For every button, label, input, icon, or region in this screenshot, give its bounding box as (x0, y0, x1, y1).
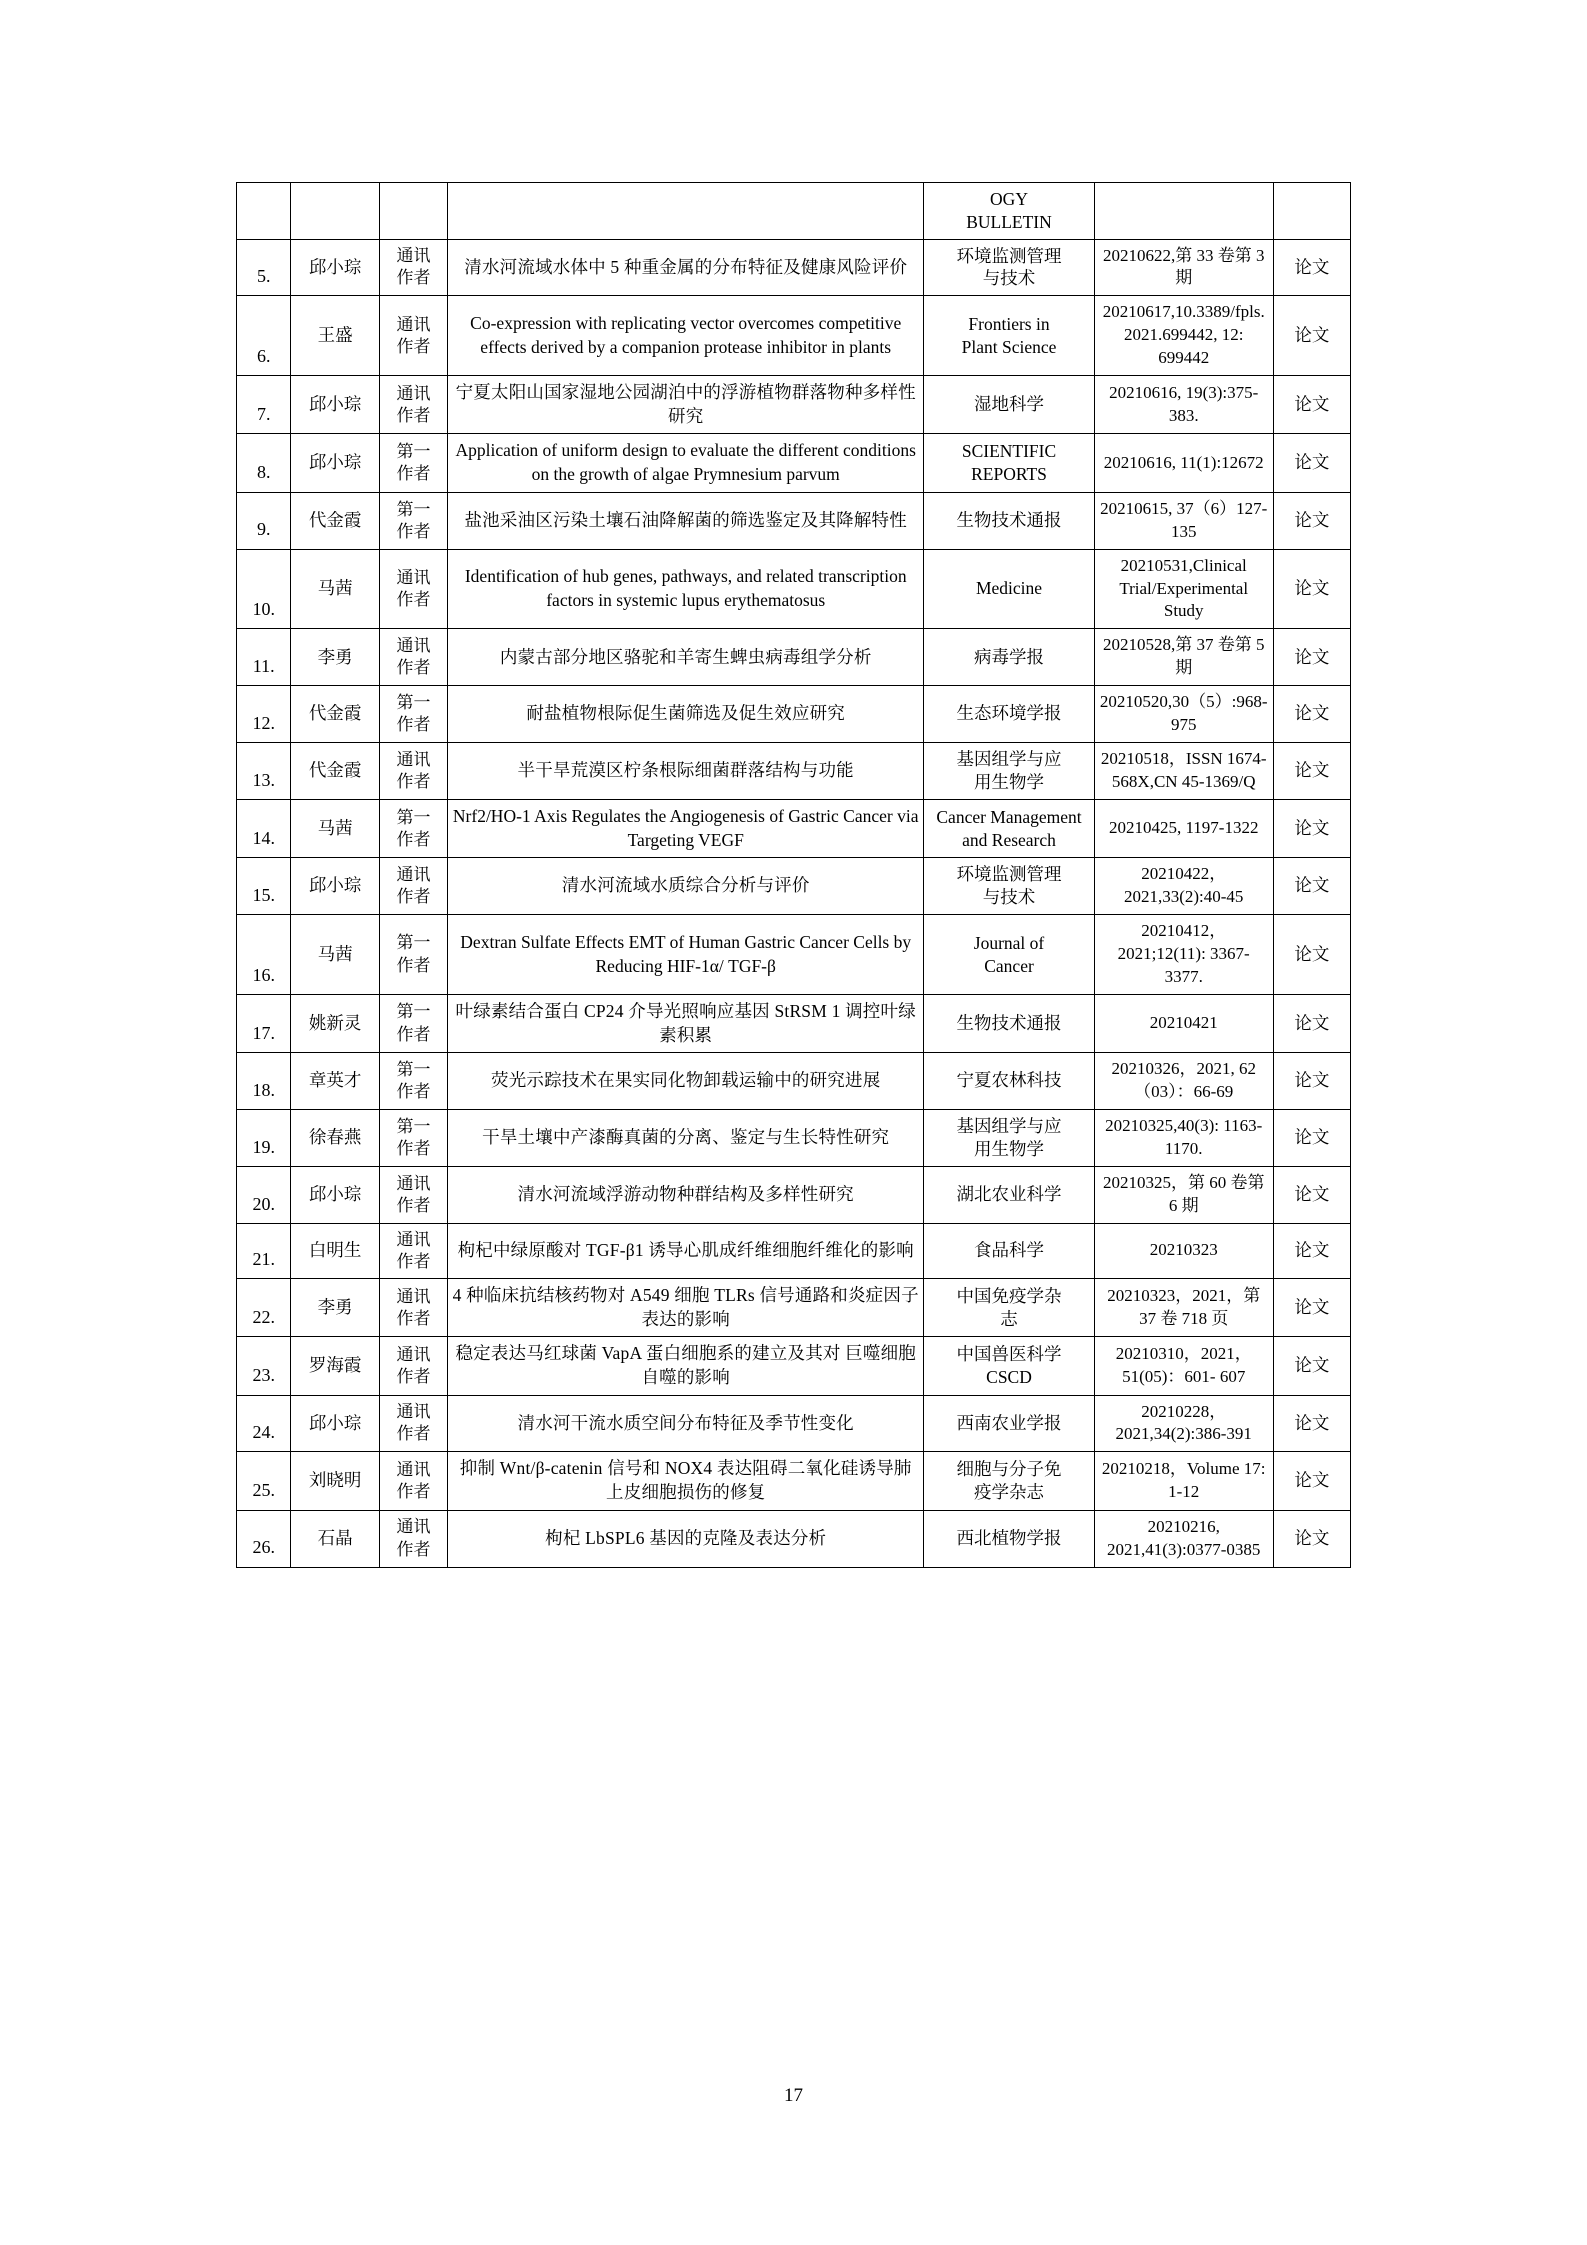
cell-number (237, 183, 291, 240)
cell-title: 耐盐植物根际促生菌筛选及促生效应研究 (447, 686, 923, 743)
cell-type: 论文 (1273, 994, 1350, 1052)
table-row (237, 1053, 1351, 1110)
role-line-1: 第一 (396, 499, 431, 519)
journal-line-1: 基因组学与应 (956, 1116, 1062, 1137)
cell-author: 邱小琮 (291, 1166, 379, 1223)
table-row (237, 743, 1351, 800)
role-line-1: 通讯 (396, 567, 431, 587)
table-row (237, 376, 1351, 434)
cell-role (379, 1110, 447, 1167)
cell-publication-info: 20210518，ISSN 1674-568X,CN 45-1369/Q (1094, 743, 1273, 800)
journal-line-1: 环境监测管理 (956, 864, 1062, 885)
cell-role (379, 994, 447, 1052)
role-line-2: 作者 (396, 1251, 431, 1271)
table-row (237, 492, 1351, 549)
cell-title: 4 种临床抗结核药物对 A549 细胞 TLRs 信号通路和炎症因子表达的影响 (447, 1279, 923, 1337)
cell-type: 论文 (1273, 1452, 1350, 1510)
cell-type: 论文 (1273, 1110, 1350, 1167)
cell-title: 清水河干流水质空间分布特征及季节性变化 (447, 1395, 923, 1452)
journal-line-2: REPORTS (971, 464, 1047, 485)
role-line-1: 通讯 (396, 246, 431, 266)
cell-number: 11. (237, 629, 291, 686)
cell-title: 宁夏太阳山国家湿地公园湖泊中的浮游植物群落物种多样性研究 (447, 376, 923, 434)
cell-journal: 生物技术通报 (924, 994, 1094, 1052)
role-line-2: 作者 (396, 1195, 431, 1215)
cell-publication-info: 20210616, 19(3):375-383. (1094, 376, 1273, 434)
cell-role (379, 915, 447, 995)
cell-journal (924, 1337, 1094, 1395)
cell-type: 论文 (1273, 1166, 1350, 1223)
cell-number: 5. (237, 239, 291, 296)
cell-role (379, 743, 447, 800)
role-line-1: 通讯 (396, 1517, 431, 1537)
cell-journal: 湿地科学 (924, 376, 1094, 434)
cell-author: 马茜 (291, 800, 379, 858)
cell-role (379, 492, 447, 549)
publications-table (236, 182, 1351, 1568)
role-line-1: 通讯 (396, 1286, 431, 1306)
role-line-2: 作者 (396, 464, 431, 484)
cell-publication-info: 20210422，2021,33(2):40-45 (1094, 858, 1273, 915)
cell-author: 邱小琮 (291, 858, 379, 915)
cell-type: 论文 (1273, 800, 1350, 858)
cell-author: 罗海霞 (291, 1337, 379, 1395)
cell-author: 代金霞 (291, 743, 379, 800)
table-row (237, 1337, 1351, 1395)
cell-journal: 病毒学报 (924, 629, 1094, 686)
cell-journal: Medicine (924, 549, 1094, 629)
cell-author (291, 183, 379, 240)
journal-line-1: 环境监测管理 (956, 245, 1062, 266)
role-line-1: 第一 (396, 1002, 431, 1022)
cell-title: 内蒙古部分地区骆驼和羊寄生蜱虫病毒组学分析 (447, 629, 923, 686)
table-row (237, 686, 1351, 743)
table-row (237, 1510, 1351, 1567)
journal-line-2: 用生物学 (974, 772, 1045, 793)
cell-publication-info: 20210617,10.3389/fpls.2021.699442, 12: 699442 (1094, 296, 1273, 376)
cell-number: 7. (237, 376, 291, 434)
cell-role (379, 1452, 447, 1510)
cell-number: 16. (237, 915, 291, 995)
journal-line-2: Plant Science (961, 336, 1057, 357)
role-line-2: 作者 (396, 405, 431, 425)
cell-number: 23. (237, 1337, 291, 1395)
cell-title: 清水河流域水质综合分析与评价 (447, 858, 923, 915)
journal-line-1: Frontiers in (968, 314, 1050, 335)
table-row (237, 434, 1351, 492)
cell-title: 叶绿素结合蛋白 CP24 介导光照响应基因 StRSM 1 调控叶绿素积累 (447, 994, 923, 1052)
cell-author: 石晶 (291, 1510, 379, 1567)
cell-author: 邱小琮 (291, 1395, 379, 1452)
journal-line-1: Cancer Management (936, 806, 1082, 827)
journal-line-2: and Research (962, 829, 1056, 850)
cell-title: Application of uniform design to evaluate the different conditions on the growth of algae Prymnesium parvum (447, 434, 923, 492)
cell-role (379, 376, 447, 434)
role-line-1: 通讯 (396, 314, 431, 334)
cell-publication-info: 20210616, 11(1):12672 (1094, 434, 1273, 492)
role-line-2: 作者 (396, 715, 431, 735)
cell-author: 代金霞 (291, 686, 379, 743)
cell-title: 抑制 Wnt/β-catenin 信号和 NOX4 表达阻碍二氧化硅诱导肺上皮细胞损伤的修复 (447, 1452, 923, 1510)
cell-role (379, 686, 447, 743)
role-line-2: 作者 (396, 336, 431, 356)
role-line-2: 作者 (396, 1082, 431, 1102)
cell-number: 25. (237, 1452, 291, 1510)
cell-publication-info: 20210520,30（5）:968-975 (1094, 686, 1273, 743)
table-row (237, 1223, 1351, 1278)
cell-publication-info: 20210425, 1197-1322 (1094, 800, 1273, 858)
role-line-2: 作者 (396, 268, 431, 288)
cell-type: 论文 (1273, 549, 1350, 629)
role-line-1: 第一 (396, 807, 431, 827)
cell-role (379, 183, 447, 240)
role-line-1: 第一 (396, 1060, 431, 1080)
journal-line-2: Cancer (984, 955, 1034, 976)
cell-role (379, 549, 447, 629)
journal-line-1: 中国兽医科学 (956, 1344, 1062, 1365)
table-row (237, 1110, 1351, 1167)
cell-type: 论文 (1273, 629, 1350, 686)
cell-role (379, 296, 447, 376)
table-row (237, 1166, 1351, 1223)
cell-title: 稳定表达马红球菌 VapA 蛋白细胞系的建立及其对 巨噬细胞自噬的影响 (447, 1337, 923, 1395)
role-line-2: 作者 (396, 1424, 431, 1444)
cell-number: 14. (237, 800, 291, 858)
cell-title: Identification of hub genes, pathways, and related transcription factors in systemic lupus erythematosus (447, 549, 923, 629)
journal-line-2: 用生物学 (974, 1139, 1045, 1159)
cell-number: 22. (237, 1279, 291, 1337)
cell-author: 刘晓明 (291, 1452, 379, 1510)
cell-number: 24. (237, 1395, 291, 1452)
cell-author: 徐春燕 (291, 1110, 379, 1167)
role-line-1: 通讯 (396, 1402, 431, 1422)
page-number: 17 (784, 2085, 803, 2106)
cell-publication-info: 20210325，第 60 卷第 6 期 (1094, 1166, 1273, 1223)
cell-journal (924, 743, 1094, 800)
role-line-2: 作者 (396, 658, 431, 678)
cell-publication-info: 20210310，2021，51(05)：601- 607 (1094, 1337, 1273, 1395)
cell-number: 18. (237, 1053, 291, 1110)
cell-role (379, 1395, 447, 1452)
role-line-2: 作者 (396, 1539, 431, 1559)
cell-title: 干旱土壤中产漆酶真菌的分离、鉴定与生长特性研究 (447, 1110, 923, 1167)
cell-publication-info (1094, 183, 1273, 240)
cell-number: 15. (237, 858, 291, 915)
cell-title: 盐池采油区污染土壤石油降解菌的筛选鉴定及其降解特性 (447, 492, 923, 549)
table-row (237, 296, 1351, 376)
cell-publication-info: 20210615, 37（6）127-135 (1094, 492, 1273, 549)
role-line-1: 第一 (396, 441, 431, 461)
cell-journal: 西北植物学报 (924, 1510, 1094, 1567)
cell-publication-info: 20210325,40(3): 1163-1170. (1094, 1110, 1273, 1167)
cell-type: 论文 (1273, 1053, 1350, 1110)
cell-number: 21. (237, 1223, 291, 1278)
table-row (237, 1452, 1351, 1510)
cell-author: 邱小琮 (291, 239, 379, 296)
role-line-2: 作者 (396, 829, 431, 849)
cell-journal (924, 1452, 1094, 1510)
cell-publication-info: 20210216, 2021,41(3):0377-0385 (1094, 1510, 1273, 1567)
cell-author: 马茜 (291, 549, 379, 629)
table-row (237, 994, 1351, 1052)
role-line-1: 第一 (396, 1116, 431, 1136)
role-line-2: 作者 (396, 1024, 431, 1044)
cell-publication-info: 20210622,第 33 卷第 3 期 (1094, 239, 1273, 296)
role-line-1: 通讯 (396, 636, 431, 656)
table-row (237, 915, 1351, 995)
cell-journal: 西南农业学报 (924, 1395, 1094, 1452)
role-line-2: 作者 (396, 955, 431, 975)
cell-author: 邱小琮 (291, 376, 379, 434)
role-line-1: 通讯 (396, 1459, 431, 1479)
role-line-1: 第一 (396, 693, 431, 713)
cell-role (379, 1337, 447, 1395)
cell-title: 枸杞 LbSPL6 基因的克隆及表达分析 (447, 1510, 923, 1567)
cell-journal: 食品科学 (924, 1223, 1094, 1278)
cell-number: 26. (237, 1510, 291, 1567)
role-line-2: 作者 (396, 887, 431, 907)
cell-journal (924, 800, 1094, 858)
cell-role (379, 1223, 447, 1278)
journal-line-1: 中国免疫学杂 (956, 1285, 1062, 1306)
cell-number: 10. (237, 549, 291, 629)
cell-publication-info: 20210421 (1094, 994, 1273, 1052)
cell-journal (924, 183, 1094, 240)
journal-line-1: 基因组学与应 (956, 749, 1062, 770)
role-line-2: 作者 (396, 772, 431, 792)
cell-author: 姚新灵 (291, 994, 379, 1052)
cell-number: 12. (237, 686, 291, 743)
table-row-partial-top (237, 183, 1351, 240)
cell-journal (924, 1110, 1094, 1167)
role-line-1: 第一 (396, 933, 431, 953)
cell-role (379, 1510, 447, 1567)
cell-title: 清水河流域水体中 5 种重金属的分布特征及健康风险评价 (447, 239, 923, 296)
cell-publication-info: 20210326，2021, 62（03）：66-69 (1094, 1053, 1273, 1110)
cell-role (379, 239, 447, 296)
table-row (237, 800, 1351, 858)
role-line-1: 通讯 (396, 383, 431, 403)
cell-type: 论文 (1273, 1279, 1350, 1337)
cell-role (379, 800, 447, 858)
cell-author: 李勇 (291, 629, 379, 686)
role-line-2: 作者 (396, 1482, 431, 1501)
role-line-1: 通讯 (396, 865, 431, 885)
cell-author: 代金霞 (291, 492, 379, 549)
cell-journal (924, 434, 1094, 492)
table-row (237, 629, 1351, 686)
journal-line-1: SCIENTIFIC (961, 441, 1057, 462)
cell-publication-info: 20210412，2021;12(11): 3367-3377. (1094, 915, 1273, 995)
cell-publication-info: 20210531,Clinical Trial/Experimental Study (1094, 549, 1273, 629)
cell-publication-info: 20210218，Volume 17: 1-12 (1094, 1452, 1273, 1510)
cell-author: 马茜 (291, 915, 379, 995)
cell-author: 李勇 (291, 1279, 379, 1337)
cell-journal (924, 858, 1094, 915)
cell-journal (924, 296, 1094, 376)
cell-number: 9. (237, 492, 291, 549)
cell-type: 论文 (1273, 1223, 1350, 1278)
cell-number: 17. (237, 994, 291, 1052)
cell-author: 白明生 (291, 1223, 379, 1278)
journal-line-1: 细胞与分子免 (956, 1459, 1062, 1480)
cell-publication-info: 20210323，2021，第 37 卷 718 页 (1094, 1279, 1273, 1337)
journal-line-1: OGY (990, 189, 1028, 209)
journal-line-2: 与技术 (982, 887, 1036, 908)
cell-role (379, 629, 447, 686)
role-line-2: 作者 (396, 589, 431, 609)
cell-type: 论文 (1273, 1337, 1350, 1395)
cell-title: 半干旱荒漠区柠条根际细菌群落结构与功能 (447, 743, 923, 800)
cell-title: 枸杞中绿原酸对 TGF-β1 诱导心肌成纤维细胞纤维化的影响 (447, 1223, 923, 1278)
cell-journal: 生物技术通报 (924, 492, 1094, 549)
cell-number: 19. (237, 1110, 291, 1167)
cell-type: 论文 (1273, 1510, 1350, 1567)
table-row (237, 1279, 1351, 1337)
cell-publication-info: 20210323 (1094, 1223, 1273, 1278)
cell-role (379, 1279, 447, 1337)
cell-type: 论文 (1273, 858, 1350, 915)
cell-journal (924, 1279, 1094, 1337)
cell-type: 论文 (1273, 296, 1350, 376)
cell-title: 清水河流域浮游动物种群结构及多样性研究 (447, 1166, 923, 1223)
cell-number: 13. (237, 743, 291, 800)
cell-journal: 宁夏农林科技 (924, 1053, 1094, 1110)
role-line-1: 通讯 (396, 1344, 431, 1364)
cell-type: 论文 (1273, 743, 1350, 800)
cell-role (379, 434, 447, 492)
role-line-2: 作者 (396, 1308, 431, 1328)
cell-type: 论文 (1273, 434, 1350, 492)
cell-publication-info: 20210228，2021,34(2):386-391 (1094, 1395, 1273, 1452)
cell-role (379, 858, 447, 915)
journal-line-2: BULLETIN (966, 211, 1052, 232)
table-row (237, 239, 1351, 296)
role-line-2: 作者 (396, 521, 431, 541)
cell-journal: 湖北农业科学 (924, 1166, 1094, 1223)
cell-title: Co-expression with replicating vector overcomes competitive effects derived by a companion protease inhibitor in plants (447, 296, 923, 376)
role-line-1: 通讯 (396, 749, 431, 769)
cell-number: 6. (237, 296, 291, 376)
cell-author: 邱小琮 (291, 434, 379, 492)
cell-journal (924, 915, 1094, 995)
journal-line-2: 志 (1000, 1308, 1018, 1329)
cell-journal: 生态环境学报 (924, 686, 1094, 743)
cell-title: 荧光示踪技术在果实同化物卸载运输中的研究进展 (447, 1053, 923, 1110)
journal-line-1: Journal of (973, 932, 1045, 953)
table-row (237, 549, 1351, 629)
role-line-2: 作者 (396, 1139, 431, 1158)
table-row (237, 858, 1351, 915)
table-body (237, 183, 1351, 1568)
cell-publication-info: 20210528,第 37 卷第 5 期 (1094, 629, 1273, 686)
cell-role (379, 1166, 447, 1223)
cell-number: 8. (237, 434, 291, 492)
cell-type: 论文 (1273, 915, 1350, 995)
cell-type (1273, 183, 1350, 240)
role-line-1: 通讯 (396, 1229, 431, 1249)
journal-line-2: CSCD (986, 1366, 1032, 1387)
table-row (237, 1395, 1351, 1452)
journal-line-2: 疫学杂志 (974, 1482, 1045, 1502)
cell-title: Dextran Sulfate Effects EMT of Human Gastric Cancer Cells by Reducing HIF-1α/ TGF-β (447, 915, 923, 995)
journal-line-2: 与技术 (982, 268, 1036, 289)
cell-role (379, 1053, 447, 1110)
cell-number: 20. (237, 1166, 291, 1223)
cell-journal (924, 239, 1094, 296)
cell-type: 论文 (1273, 239, 1350, 296)
cell-title (447, 183, 923, 240)
role-line-1: 通讯 (396, 1173, 431, 1193)
cell-author: 王盛 (291, 296, 379, 376)
role-line-2: 作者 (396, 1366, 431, 1386)
cell-type: 论文 (1273, 1395, 1350, 1452)
cell-type: 论文 (1273, 492, 1350, 549)
cell-author: 章英才 (291, 1053, 379, 1110)
cell-title: Nrf2/HO-1 Axis Regulates the Angiogenesis of Gastric Cancer via Targeting VEGF (447, 800, 923, 858)
cell-type: 论文 (1273, 686, 1350, 743)
cell-type: 论文 (1273, 376, 1350, 434)
